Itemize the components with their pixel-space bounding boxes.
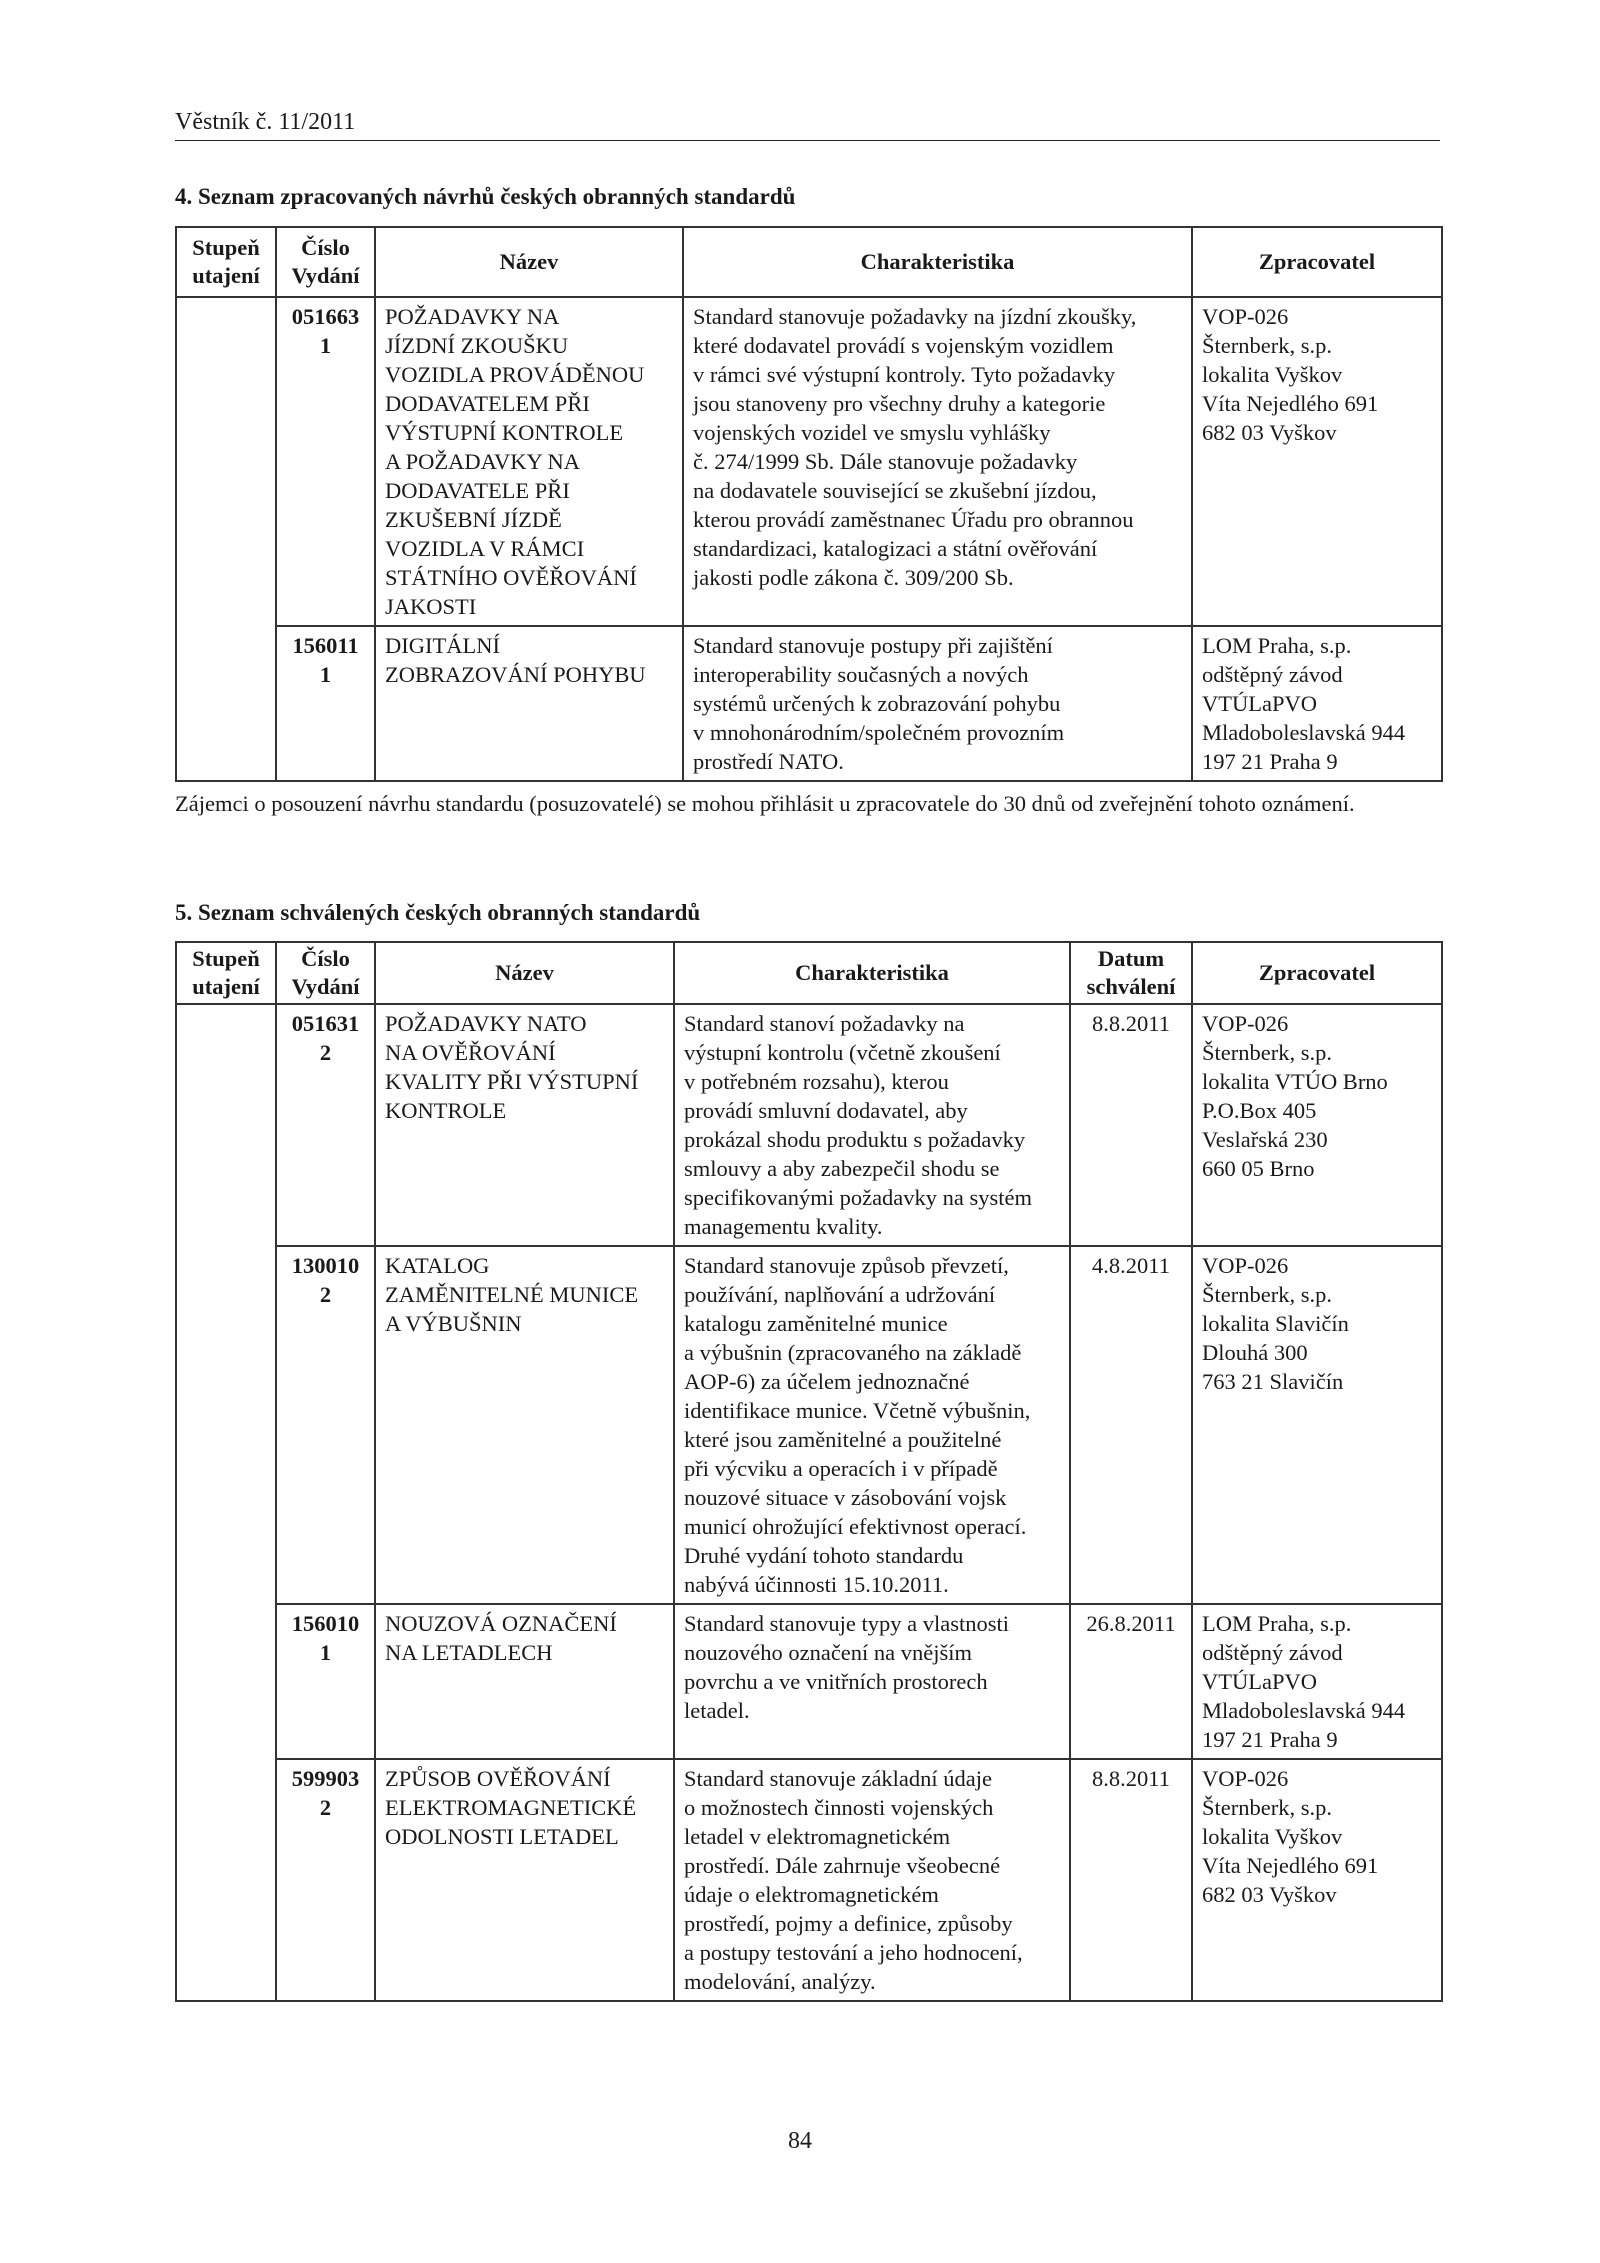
charakteristika-cell: Standard stanovuje způsob převzetí, používání, naplňování a udržování katalogu zaměnitelné munice a výbušnin (zpracovaného na základě AOP-6) za účelem jednoznačné identifikace munice. Včetně výbušnin, které jsou zaměnitelné a použitelné při výcviku a operacích i v případě nouzové situace v zásobování vojsk municí ohrožující efektivnost operací. Druhé vydání tohoto standardu nabývá účinnosti 15.10.2011.	[674, 1246, 1070, 1604]
table-row	[176, 1604, 1442, 1759]
draft-standards-table	[175, 226, 1443, 782]
approved-standards-table	[175, 941, 1443, 2002]
col-header-nazev: Název	[375, 227, 683, 297]
table-row	[176, 1759, 1442, 2001]
col-header-stupen: Stupeň utajení	[176, 227, 276, 297]
zpracovatel-cell: LOM Praha, s.p. odštěpný závod VTÚLaPVO Mladoboleslavská 944 197 21 Praha 9	[1192, 1604, 1442, 1759]
table-row	[176, 1246, 1442, 1604]
col-header-zpracovatel: Zpracovatel	[1192, 227, 1442, 297]
col-header-cislo: Číslo Vydání	[276, 942, 375, 1004]
col-header-stupen: Stupeň utajení	[176, 942, 276, 1004]
stupen-cell	[176, 1004, 276, 2001]
cislo-cell: 156011 1	[276, 626, 375, 781]
datum-cell: 26.8.2011	[1070, 1604, 1192, 1759]
table-row	[176, 1004, 1442, 1246]
col-header-nazev: Název	[375, 942, 674, 1004]
charakteristika-cell: Standard stanovuje požadavky na jízdní zkoušky, které dodavatel provádí s vojenským vozidlem v rámci své výstupní kontroly. Tyto požadavky jsou stanoveny pro všechny druhy a kategorie vojenských vozidel ve smyslu vyhlášky č. 274/1999 Sb. Dále stanovuje požadavky na dodavatele související se zkušební jízdou, kterou provádí zaměstnanec Úřadu pro obrannou standardizaci, katalogizaci a státní ověřování jakosti podle zákona č. 309/200 Sb.	[683, 297, 1192, 626]
cislo-cell: 130010 2	[276, 1246, 375, 1604]
col-header-datum: Datum schválení	[1070, 942, 1192, 1004]
zpracovatel-cell: VOP-026 Šternberk, s.p. lokalita Vyškov Víta Nejedlého 691 682 03 Vyškov	[1192, 297, 1442, 626]
datum-cell: 4.8.2011	[1070, 1246, 1192, 1604]
section-5-title: 5. Seznam schválených českých obranných standardů	[175, 900, 701, 925]
cislo-cell: 599903 2	[276, 1759, 375, 2001]
zpracovatel-cell: LOM Praha, s.p. odštěpný závod VTÚLaPVO Mladoboleslavská 944 197 21 Praha 9	[1192, 626, 1442, 781]
cislo-cell: 051663 1	[276, 297, 375, 626]
page-header: Věstník č. 11/2011	[175, 108, 1440, 141]
col-header-charakteristika: Charakteristika	[683, 227, 1192, 297]
cislo-cell: 051631 2	[276, 1004, 375, 1246]
col-header-charakteristika: Charakteristika	[674, 942, 1070, 1004]
nazev-cell: NOUZOVÁ OZNAČENÍ NA LETADLECH	[375, 1604, 674, 1759]
datum-cell: 8.8.2011	[1070, 1004, 1192, 1246]
section-4-note: Zájemci o posouzení návrhu standardu (posuzovatelé) se mohou přihlásit u zpracovatele do 30 dnů od zveřejnění tohoto oznámení.	[175, 791, 1355, 816]
charakteristika-cell: Standard stanoví požadavky na výstupní kontrolu (včetně zkoušení v potřebném rozsahu), kterou provádí smluvní dodavatel, aby prokázal shodu produktu s požadavky smlouvy a aby zabezpečil shodu se specifikovanými požadavky na systém managementu kvality.	[674, 1004, 1070, 1246]
charakteristika-cell: Standard stanovuje postupy při zajištění interoperability současných a nových systémů určených k zobrazování pohybu v mnohonárodním/společném provozním prostředí NATO.	[683, 626, 1192, 781]
charakteristika-cell: Standard stanovuje typy a vlastnosti nouzového označení na vnějším povrchu a ve vnitřních prostorech letadel.	[674, 1604, 1070, 1759]
zpracovatel-cell: VOP-026 Šternberk, s.p. lokalita VTÚO Brno P.O.Box 405 Veslařská 230 660 05 Brno	[1192, 1004, 1442, 1246]
col-header-cislo: Číslo Vydání	[276, 227, 375, 297]
section-4-title: 4. Seznam zpracovaných návrhů českých obranných standardů	[175, 184, 796, 209]
table-header-row	[176, 942, 1442, 1004]
stupen-cell	[176, 297, 276, 781]
col-header-zpracovatel: Zpracovatel	[1192, 942, 1442, 1004]
nazev-cell: DIGITÁLNÍ ZOBRAZOVÁNÍ POHYBU	[375, 626, 683, 781]
table-row	[176, 297, 1442, 626]
zpracovatel-cell: VOP-026 Šternberk, s.p. lokalita Slavičín Dlouhá 300 763 21 Slavičín	[1192, 1246, 1442, 1604]
nazev-cell: POŽADAVKY NATO NA OVĚŘOVÁNÍ KVALITY PŘI VÝSTUPNÍ KONTROLE	[375, 1004, 674, 1246]
charakteristika-cell: Standard stanovuje základní údaje o možnostech činnosti vojenských letadel v elektromagnetickém prostředí. Dále zahrnuje všeobecné údaje o elektromagnetickém prostředí, pojmy a definice, způsoby a postupy testování a jeho hodnocení, modelování, analýzy.	[674, 1759, 1070, 2001]
datum-cell: 8.8.2011	[1070, 1759, 1192, 2001]
nazev-cell: ZPŮSOB OVĚŘOVÁNÍ ELEKTROMAGNETICKÉ ODOLNOSTI LETADEL	[375, 1759, 674, 2001]
table-row	[176, 626, 1442, 781]
nazev-cell: POŽADAVKY NA JÍZDNÍ ZKOUŠKU VOZIDLA PROVÁDĚNOU DODAVATELEM PŘI VÝSTUPNÍ KONTROLE A POŽADAVKY NA DODAVATELE PŘI ZKUŠEBNÍ JÍZDĚ VOZIDLA V RÁMCI STÁTNÍHO OVĚŘOVÁNÍ JAKOSTI	[375, 297, 683, 626]
page-number: 84	[788, 2128, 812, 2154]
table-header-row	[176, 227, 1442, 297]
cislo-cell: 156010 1	[276, 1604, 375, 1759]
nazev-cell: KATALOG ZAMĚNITELNÉ MUNICE A VÝBUŠNIN	[375, 1246, 674, 1604]
zpracovatel-cell: VOP-026 Šternberk, s.p. lokalita Vyškov Víta Nejedlého 691 682 03 Vyškov	[1192, 1759, 1442, 2001]
